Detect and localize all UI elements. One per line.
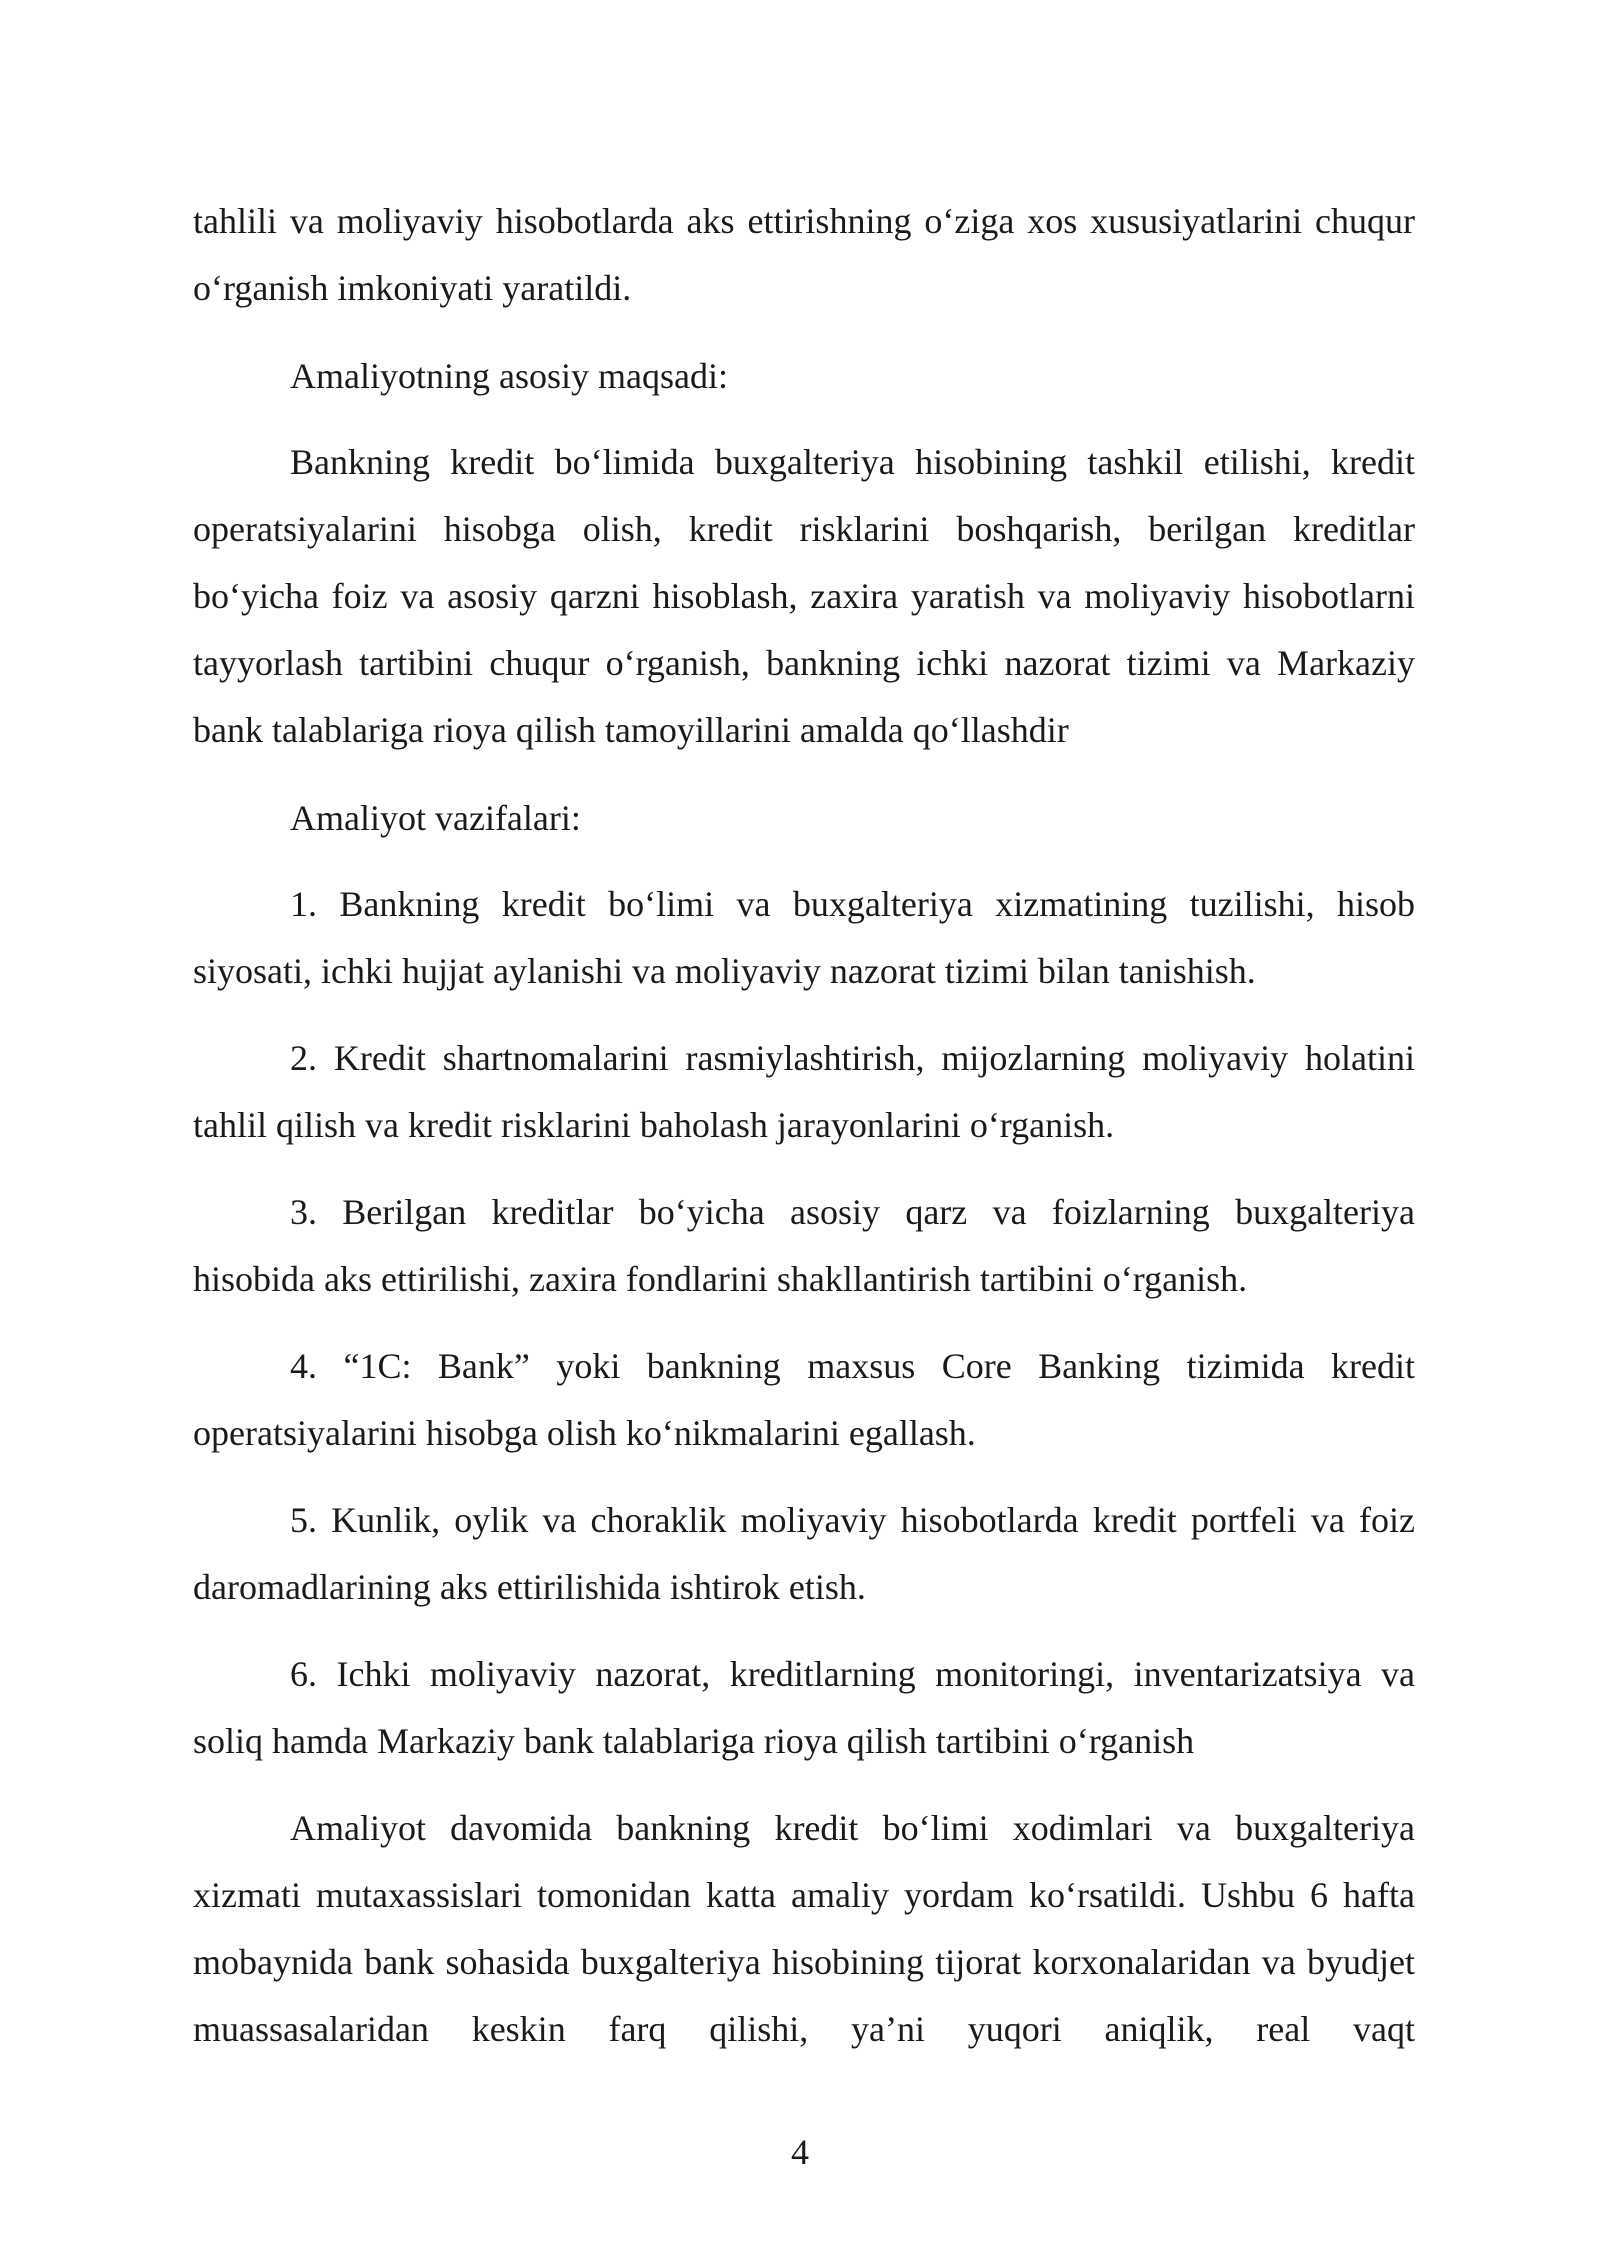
paragraph-practice-summary: Amaliyot davomida bankning kredit bo‘limi xodimlari va buxgalteriya xizmati mutaxassislari tomonidan katta amaliy yordam ko‘rsatildi. Ushbu 6 hafta mobaynida bank sohasida buxgalteriya hisobining tijorat korxonalaridan va byudjet muassasalaridan keskin farq qilishi, ya’ni yuqori aniqlik, real vaqt <box>193 1808 1415 2049</box>
heading-practice-tasks: Amaliyot vazifalari: <box>290 798 581 838</box>
task-item-2: 2. Kredit shartnomalarini rasmiylashtirish, mijozlarning moliyaviy holatini tahlil qilish va kredit risklarini baholash jarayonlarini o‘rganish. <box>193 1038 1415 1145</box>
paragraph-practice-goal: Bankning kredit bo‘limida buxgalteriya hisobining tashkil etilishi, kredit operatsiyalarini hisobga olish, kredit risklarini boshqarish, berilgan kreditlar bo‘yicha foiz va asosiy qarzni hisoblash, zaxira yaratish va moliyaviy hisobotlarni tayyorlash tartibini chuqur o‘rganish, bankning ichki nazorat tizimi va Markaziy bank talablariga rioya qilish tamoyillarini amalda qo‘llashdir <box>193 442 1415 750</box>
paragraph-intro-continuation: tahlili va moliyaviy hisobotlarda aks ettirishning o‘ziga xos xususiyatlarini chuqur o‘rganish imkoniyati yaratildi. <box>193 201 1415 308</box>
task-item-5: 5. Kunlik, oylik va choraklik moliyaviy hisobotlarda kredit portfeli va foiz daromadlarining aks ettirilishida ishtirok etish. <box>193 1500 1415 1607</box>
page-number: 4 <box>791 2132 809 2172</box>
heading-practice-goal: Amaliyotning asosiy maqsadi: <box>290 356 728 396</box>
task-item-3: 3. Berilgan kreditlar bo‘yicha asosiy qarz va foizlarning buxgalteriya hisobida aks ettirilishi, zaxira fondlarini shakllantirish tartibini o‘rganish. <box>193 1192 1415 1299</box>
task-item-6: 6. Ichki moliyaviy nazorat, kreditlarning monitoringi, inventarizatsiya va soliq hamda Markaziy bank talablariga rioya qilish tartibini o‘rganish <box>193 1654 1415 1761</box>
task-item-1: 1. Bankning kredit bo‘limi va buxgalteriya xizmatining tuzilishi, hisob siyosati, ichki hujjat aylanishi va moliyaviy nazorat tizimi bilan tanishish. <box>193 884 1415 991</box>
task-item-4: 4. “1C: Bank” yoki bankning maxsus Core Banking tizimida kredit operatsiyalarini hisobga olish ko‘nikmalarini egallash. <box>193 1346 1415 1453</box>
